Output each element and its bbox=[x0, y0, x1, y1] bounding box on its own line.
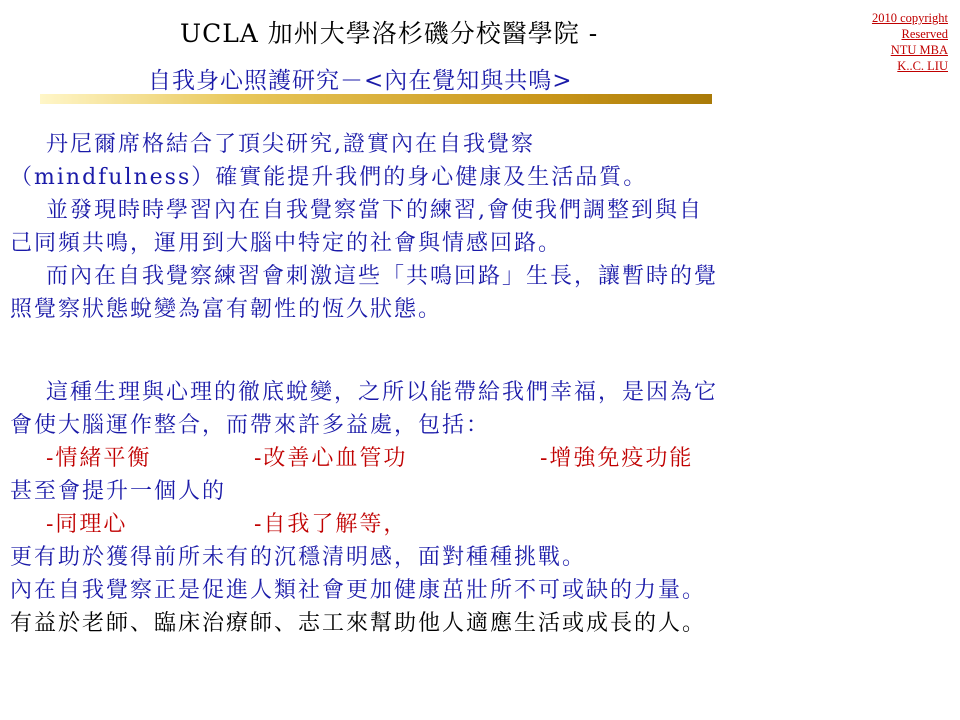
paragraph-line: 己同頻共鳴，運用到大腦中特定的社會與情感回路。 bbox=[10, 231, 563, 256]
benefit-item: -同理心 bbox=[46, 512, 128, 537]
gold-divider bbox=[40, 94, 712, 104]
benefit-item: -改善心血管功 bbox=[254, 446, 408, 471]
benefits-list bbox=[10, 442, 955, 475]
copyright-line: Reserved bbox=[901, 27, 948, 41]
page-subtitle: 自我身心照護研究－<內在覺知與共鳴> bbox=[148, 68, 573, 94]
paragraph-line: （mindfulness）確實能提升我們的身心健康及生活品質。 bbox=[10, 165, 648, 190]
benefit-item: -自我了解等， bbox=[254, 512, 408, 537]
paragraph-gap bbox=[10, 326, 955, 376]
copyright-line: NTU MBA bbox=[890, 43, 948, 57]
benefit-item: -增強免疫功能 bbox=[540, 446, 694, 471]
paragraph-line: 會使大腦運作整合，而帶來許多益處，包括： bbox=[10, 413, 491, 438]
paragraph-line: 有益於老師、臨床治療師、志工來幫助他人適應生活或成長的人。 bbox=[10, 611, 707, 636]
paragraph-line: 這種生理與心理的徹底蛻變，之所以能帶給我們幸福，是因為它 bbox=[46, 380, 719, 405]
copyright-line: K..C. LIU bbox=[897, 59, 948, 73]
paragraph-line: 並發現時時學習內在自我覺察當下的練習,會使我們調整到與自 bbox=[46, 198, 703, 223]
paragraph-line: 照覺察狀態蛻變為富有韌性的恆久狀態。 bbox=[10, 297, 443, 322]
copyright-notice[interactable] bbox=[844, 10, 948, 74]
benefit-item: -情緒平衡 bbox=[46, 446, 152, 471]
benefits-list bbox=[10, 508, 955, 541]
paragraph-line: 內在自我覺察正是促進人類社會更加健康茁壯所不可或缺的力量。 bbox=[10, 578, 707, 603]
paragraph-line: 更有助於獲得前所未有的沉穩清明感，面對種種挑戰。 bbox=[10, 545, 587, 570]
body-content bbox=[10, 128, 955, 640]
paragraph-line: 丹尼爾席格結合了頂尖研究,證實內在自我覺察 bbox=[46, 132, 535, 157]
paragraph-line: 甚至會提升一個人的 bbox=[10, 479, 227, 504]
paragraph-line: 而內在自我覺察練習會刺激這些「共鳴回路」生長，讓暫時的覺 bbox=[46, 264, 719, 289]
page-title: UCLA 加州大學洛杉磯分校醫學院 - bbox=[180, 19, 599, 48]
copyright-line: 2010 copyright bbox=[871, 11, 948, 25]
